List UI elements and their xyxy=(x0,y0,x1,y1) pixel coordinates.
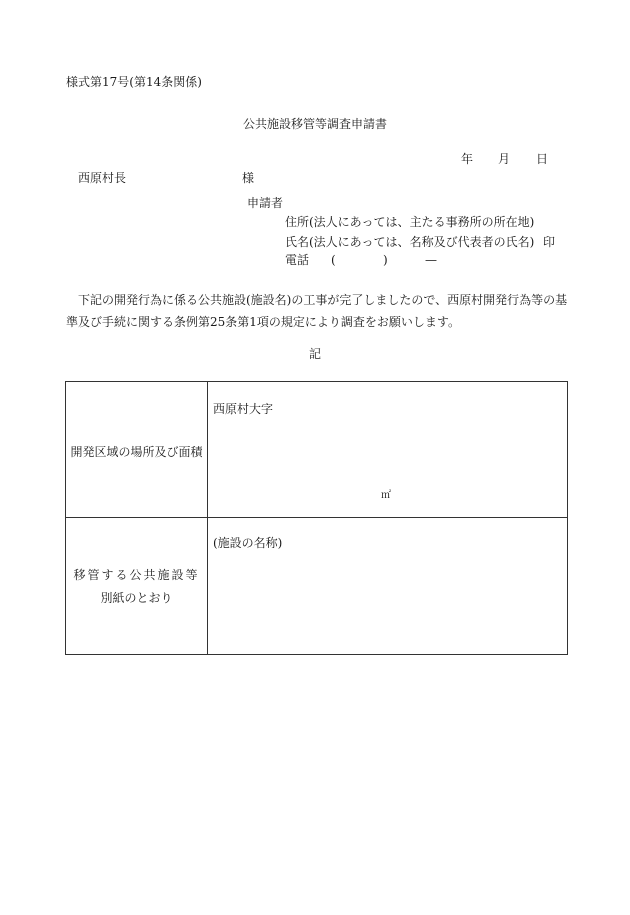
table-row xyxy=(66,518,568,655)
area-unit: ㎡ xyxy=(381,490,391,501)
area-location-value: 西原村大字 xyxy=(213,402,274,416)
document-title: 公共施設移管等調査申請書 xyxy=(242,117,387,131)
date-day-label: 日 xyxy=(536,152,549,166)
form-number: 様式第17号(第14条関係) xyxy=(66,75,202,89)
facility-name-value: (施設の名称) xyxy=(213,536,283,550)
phone-dash: — xyxy=(425,253,437,267)
addressee-name: 西原村長 xyxy=(78,171,127,185)
table-row xyxy=(66,382,568,518)
phone-close-paren: ) xyxy=(383,253,388,267)
seal-mark: 印 xyxy=(543,235,556,249)
section-heading: 記 xyxy=(308,347,321,361)
request-body-text: 下記の開発行為に係る公共施設(施設名)の工事が完了しましたので、西原村開発行為等の基準及び手続に関する条例第25条第1項の規定により調査をお願いします。 xyxy=(66,293,568,329)
table-label-cell xyxy=(66,382,208,518)
table-value-cell xyxy=(208,518,568,655)
applicant-label: 申請者 xyxy=(247,196,284,210)
area-label: 開発区域の場所及び面積 xyxy=(70,445,203,459)
date-year-label: 年 xyxy=(461,152,474,166)
applicant-phone-line xyxy=(285,253,437,267)
transfer-facility-sublabel: 別紙のとおり xyxy=(100,591,173,605)
date-line xyxy=(461,152,548,166)
table-value-cell xyxy=(208,382,568,518)
phone-open-paren: ( xyxy=(331,253,336,267)
phone-label: 電話 xyxy=(285,253,310,267)
addressee-honorific: 様 xyxy=(242,171,255,185)
applicant-name-line: 氏名(法人にあっては、名称及び代表者の氏名) xyxy=(285,235,535,249)
applicant-address-line: 住所(法人にあっては、主たる事務所の所在地) xyxy=(285,215,535,229)
transfer-facility-label: 移管する公共施設等 xyxy=(73,568,200,582)
date-month-label: 月 xyxy=(498,152,511,166)
application-table xyxy=(65,381,568,655)
table-label-cell xyxy=(66,518,208,655)
